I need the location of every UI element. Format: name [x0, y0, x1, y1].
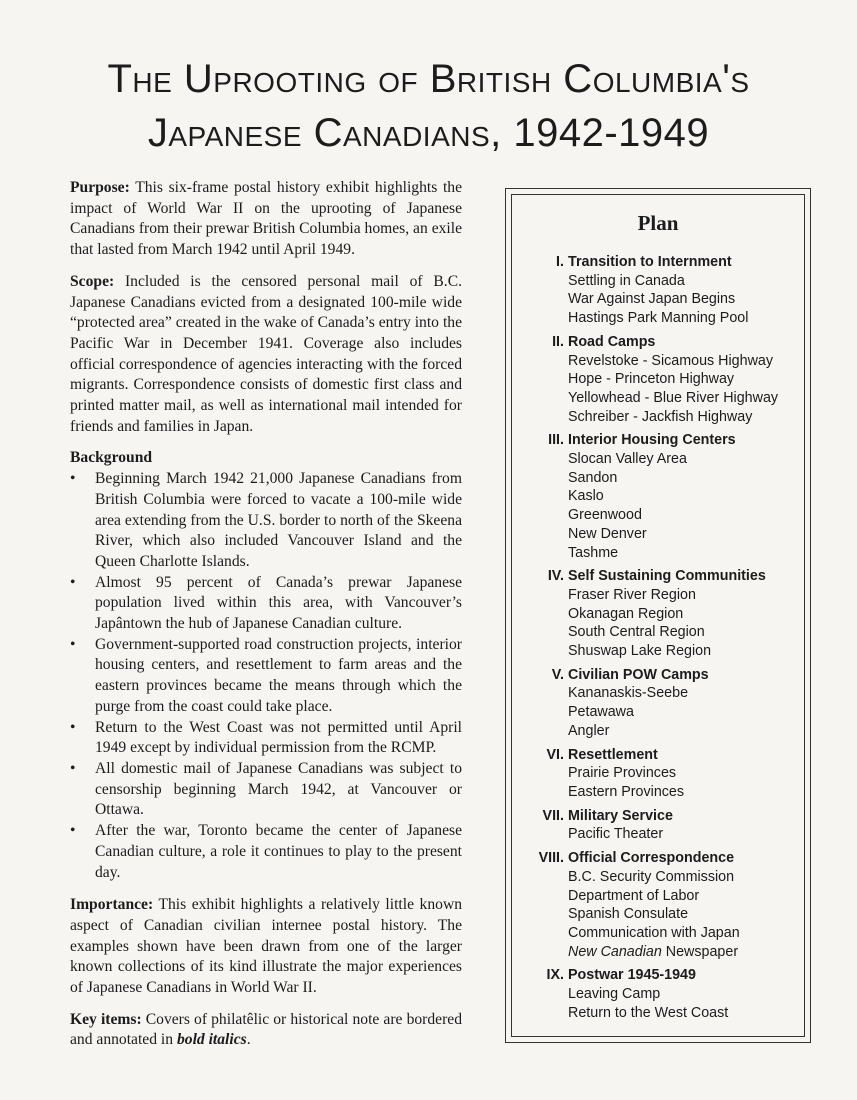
- plan-section-name: Official Correspondence: [568, 850, 735, 867]
- key-items-emphasis: bold italics: [176, 1031, 247, 1049]
- importance-label: Importance:: [70, 896, 154, 914]
- plan-item: South Central Region: [568, 624, 705, 641]
- plan-section-heading: [530, 849, 800, 868]
- scope-paragraph: [70, 272, 462, 438]
- plan-section-name: Transition to Internment: [568, 254, 732, 270]
- background-bullet: • Beginning March 1942 21,000 Japanese Canadians from British Columbia were forced to vacate a 100-mile wide area extending from the U.S. border to north of the Skeena River, which also included Vancouver Island and the Queen Charlotte Islands.: [70, 470, 462, 570]
- purpose-paragraph: [70, 178, 462, 261]
- plan-item: Communication with Japan: [568, 924, 740, 941]
- plan-item: Schreiber - Jackfish Highway: [568, 408, 753, 425]
- plan-item: Eastern Provinces: [568, 783, 685, 800]
- background-bullet: • Return to the West Coast was not permitted until April 1949 except by individual permission from the RCMP.: [70, 718, 462, 757]
- plan-section: [530, 849, 800, 961]
- scope-text: Included is the censored personal mail of B.C. Japanese Canadians evicted from a designated 100-mile wide “protected area” created in the wake of Canada’s entry into the Pacific War in December 1941. Coverage also includes official correspondence of agencies interacting with the forced migrants. Correspondence consists of domestic first class and printed matter mail, as well as international mail intended for friends and families in Japan.: [70, 272, 462, 435]
- plan-item: Settling in Canada: [568, 272, 685, 289]
- intro-column: [70, 178, 462, 1062]
- plan-item: Prairie Provinces: [568, 765, 677, 782]
- key-items-label: Key items:: [70, 1010, 142, 1028]
- plan-section-name: Interior Housing Centers: [568, 432, 736, 449]
- plan-section: [530, 431, 800, 562]
- plan-section-number: V.: [551, 666, 564, 683]
- plan-item: Yellowhead - Blue River Highway: [568, 389, 779, 406]
- background-bullet: • Government-supported road construction projects, interior housing centers, and resettlement to farm areas and the eastern provinces became the means through which the purge from the coast could take place.: [70, 635, 462, 715]
- plan-item: Sandon: [568, 469, 618, 486]
- background-heading: Background: [70, 449, 153, 467]
- plan-item: Greenwood: [568, 507, 642, 524]
- plan-section-heading: [530, 253, 800, 272]
- plan-item: Tashme: [568, 544, 619, 561]
- plan-title: Plan: [637, 211, 679, 235]
- plan-item: Fraser River Region: [568, 586, 696, 603]
- plan-item: Shuswap Lake Region: [568, 643, 712, 660]
- plan-section: [530, 807, 800, 844]
- purpose-label: Purpose:: [70, 179, 130, 196]
- background-bullet: • All domestic mail of Japanese Canadians was subject to censorship beginning March 1942, at Vancouver or Ottawa.: [70, 759, 462, 819]
- plan-item: B.C. Security Commission: [568, 868, 735, 885]
- plan-box: [505, 188, 811, 1043]
- title-line-2: Japanese Canadians, 1942-1949: [147, 111, 710, 155]
- plan-item: Spanish Consulate: [568, 906, 689, 923]
- plan-section-number: IX.: [546, 967, 564, 984]
- plan-section-heading: [530, 567, 800, 586]
- plan-item: Kananaskis-Seebe: [568, 685, 689, 702]
- plan-item: Petawawa: [568, 704, 634, 721]
- plan-item: Pacific Theater: [568, 826, 664, 843]
- importance-paragraph: [70, 895, 462, 999]
- plan-section: [530, 666, 800, 741]
- plan-section-heading: [530, 333, 800, 352]
- plan-item: Department of Labor: [568, 887, 700, 904]
- plan-item: Hastings Park Manning Pool: [568, 310, 749, 327]
- plan-item: Hope - Princeton Highway: [568, 371, 735, 388]
- scope-label: Scope:: [70, 272, 115, 290]
- plan-inner-border: [511, 194, 805, 1037]
- plan-section-number: VI.: [546, 746, 564, 763]
- background-list: [70, 469, 462, 883]
- plan-section-heading: [530, 746, 800, 765]
- background-bullet: • After the war, Toronto became the center of Japanese Canadian culture, a role it continues to play to the present day.: [70, 822, 462, 881]
- plan-item: Leaving Camp: [568, 986, 661, 1003]
- plan-section-number: II.: [552, 333, 564, 350]
- plan-section-heading: [530, 807, 800, 826]
- plan-section-heading: [530, 666, 800, 685]
- plan-section-name: Resettlement: [568, 746, 658, 763]
- plan-section: [530, 253, 800, 328]
- plan-item: Slocan Valley Area: [568, 451, 687, 468]
- plan-section-name: Postwar 1945-1949: [568, 967, 696, 984]
- plan-item: Return to the West Coast: [568, 1004, 729, 1021]
- plan-section-number: I.: [556, 254, 564, 270]
- purpose-text: This six-frame postal history exhibit highlights the impact of World War II on the uprooting of Japanese Canadians from their prewar British Columbia homes, an exile that lasted from March 1942 until April 1949.: [70, 179, 463, 259]
- key-items-paragraph: Key items: Covers of philatêlic or historical note are bordered and annotated in bold italics.: [70, 1010, 462, 1049]
- background-bullet: • Almost 95 percent of Canada’s prewar Japanese population lived within this area, with Vancouver’s Japântown the hub of Japanese Canadian culture.: [70, 573, 462, 633]
- plan-item: New Denver: [568, 525, 647, 542]
- plan-section-name: Road Camps: [568, 333, 656, 350]
- plan-item: Revelstoke - Sicamous Highway: [568, 352, 774, 369]
- plan-section-heading: [530, 966, 800, 985]
- plan-section: [530, 966, 800, 1022]
- page-title: [40, 52, 817, 160]
- plan-section: [530, 746, 800, 802]
- plan-section-number: VII.: [542, 807, 564, 824]
- title-line-1: The Uprooting of British Columbia's: [107, 57, 750, 101]
- plan-section-number: VIII.: [538, 850, 564, 867]
- plan-item: Angler: [568, 722, 610, 739]
- plan-list: [530, 253, 800, 1027]
- plan-section-number: III.: [548, 432, 564, 449]
- plan-item: Kaslo: [568, 488, 604, 505]
- key-items-text: Covers of philatêlic or historical note are bordered and annotated in: [70, 1010, 462, 1049]
- importance-text: This exhibit highlights a relatively little known aspect of Canadian civilian internee postal history. The examples shown have been drawn from one of the larger known collections of its kind illustrate the major experiences of Japanese Canadians in World War II.: [70, 896, 463, 997]
- plan-section-name: Military Service: [568, 807, 673, 824]
- plan-section-name: Self Sustaining Communities: [568, 568, 766, 585]
- plan-item: Okanagan Region: [568, 605, 684, 622]
- plan-item: New Canadian Newspaper: [568, 943, 739, 960]
- plan-section-number: IV.: [547, 568, 564, 585]
- plan-section-heading: [530, 431, 800, 450]
- plan-section-name: Civilian POW Camps: [568, 666, 709, 683]
- plan-item: War Against Japan Begins: [568, 291, 736, 308]
- plan-section: [530, 333, 800, 427]
- plan-section: [530, 567, 800, 661]
